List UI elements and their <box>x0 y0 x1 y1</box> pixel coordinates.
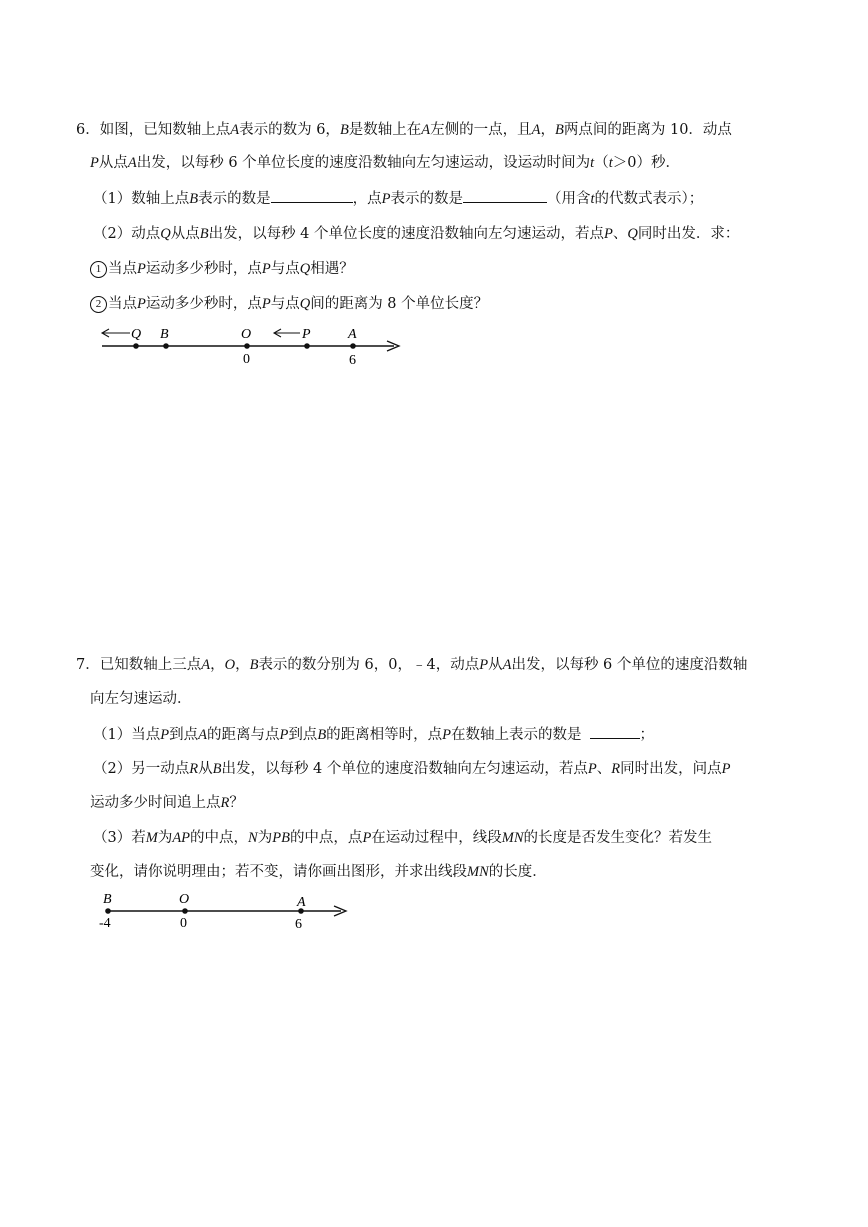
q7-part-3-line-1: （3）若M为AP的中点，N为PB的中点，点P在运动过程中，线段MN的长度是否发生变化？若发生 <box>93 830 713 846</box>
label-q: Q <box>131 327 142 342</box>
q-left-arrow-icon <box>102 329 130 337</box>
label-b: B <box>160 327 169 342</box>
circled-number-1: 1 <box>90 261 107 278</box>
q7-part-3-line-2: 变化，请你说明理由；若不变，请你画出图形，并求出线段MN的长度． <box>90 864 547 880</box>
q6-number-line <box>96 322 416 372</box>
point-o-dot <box>244 343 250 349</box>
label-o: O <box>179 892 190 907</box>
point-a-dot <box>350 343 356 349</box>
q6-line-1: 6．如图，已知数轴上点A表示的数为 6，B是数轴上在A左侧的一点，且A，B两点间的距离为 10．动点 <box>76 122 732 138</box>
q6-subpart-2: 2 当点P运动多少秒时，点P与点Q间的距离为 8 个单位长度？ <box>90 294 488 314</box>
label-a: A <box>297 895 306 910</box>
answer-blank-p[interactable] <box>463 188 547 203</box>
point-o-dot <box>182 908 188 914</box>
tick-6: 6 <box>349 353 356 368</box>
label-o: O <box>241 327 252 342</box>
answer-blank-b[interactable] <box>271 188 353 203</box>
q7-line-1: 7．已知数轴上三点A，O，B表示的数分别为 6，0，﹣4，动点P从A出发，以每秒 6 个单位的速度沿数轴 <box>76 657 748 673</box>
q7-number-line <box>96 890 366 935</box>
label-p: P <box>302 327 311 342</box>
label-b: B <box>103 892 112 907</box>
q7-part-2-line-1: （2）另一动点R从B出发，以每秒 4 个单位的速度沿数轴向左匀速运动，若点P、R同时出发，问点P <box>93 761 731 777</box>
tick-neg4: -4 <box>99 916 111 931</box>
answer-blank-q7[interactable] <box>590 724 640 739</box>
q7-number: 7． <box>76 657 100 673</box>
q7-line-2: 向左匀速运动． <box>90 691 192 707</box>
circled-number-2: 2 <box>90 296 107 313</box>
tick-0: 0 <box>180 916 187 931</box>
q6-part-2: （2）动点Q从点B出发，以每秒 4 个单位长度的速度沿数轴向左匀速运动，若点P、Q同时出发．求： <box>93 226 740 242</box>
q6-subpart-1: 1 当点P运动多少秒时，点P与点Q相遇？ <box>90 259 354 279</box>
q6-part-1: （1）数轴上点B表示的数是 ，点P表示的数是 （用含t的代数式表示）； <box>93 188 703 209</box>
q7-part-1: （1）当点P到点A的距离与点P到点B的距离相等时，点P在数轴上表示的数是 ； <box>93 724 654 745</box>
point-q-dot <box>133 343 139 349</box>
q6-number: 6． <box>76 122 100 138</box>
label-a: A <box>348 327 357 342</box>
p-left-arrow-icon <box>274 329 300 337</box>
point-b-dot <box>105 908 111 914</box>
q6-line-2: P从点A出发，以每秒 6 个单位长度的速度沿数轴向左匀速运动，设运动时间为t（t＞0）秒． <box>90 155 680 171</box>
tick-6: 6 <box>295 917 302 932</box>
tick-0: 0 <box>243 352 250 367</box>
point-b-dot <box>163 343 169 349</box>
point-p-dot <box>304 343 310 349</box>
q7-part-2-line-2: 运动多少时间追上点R？ <box>90 795 244 811</box>
